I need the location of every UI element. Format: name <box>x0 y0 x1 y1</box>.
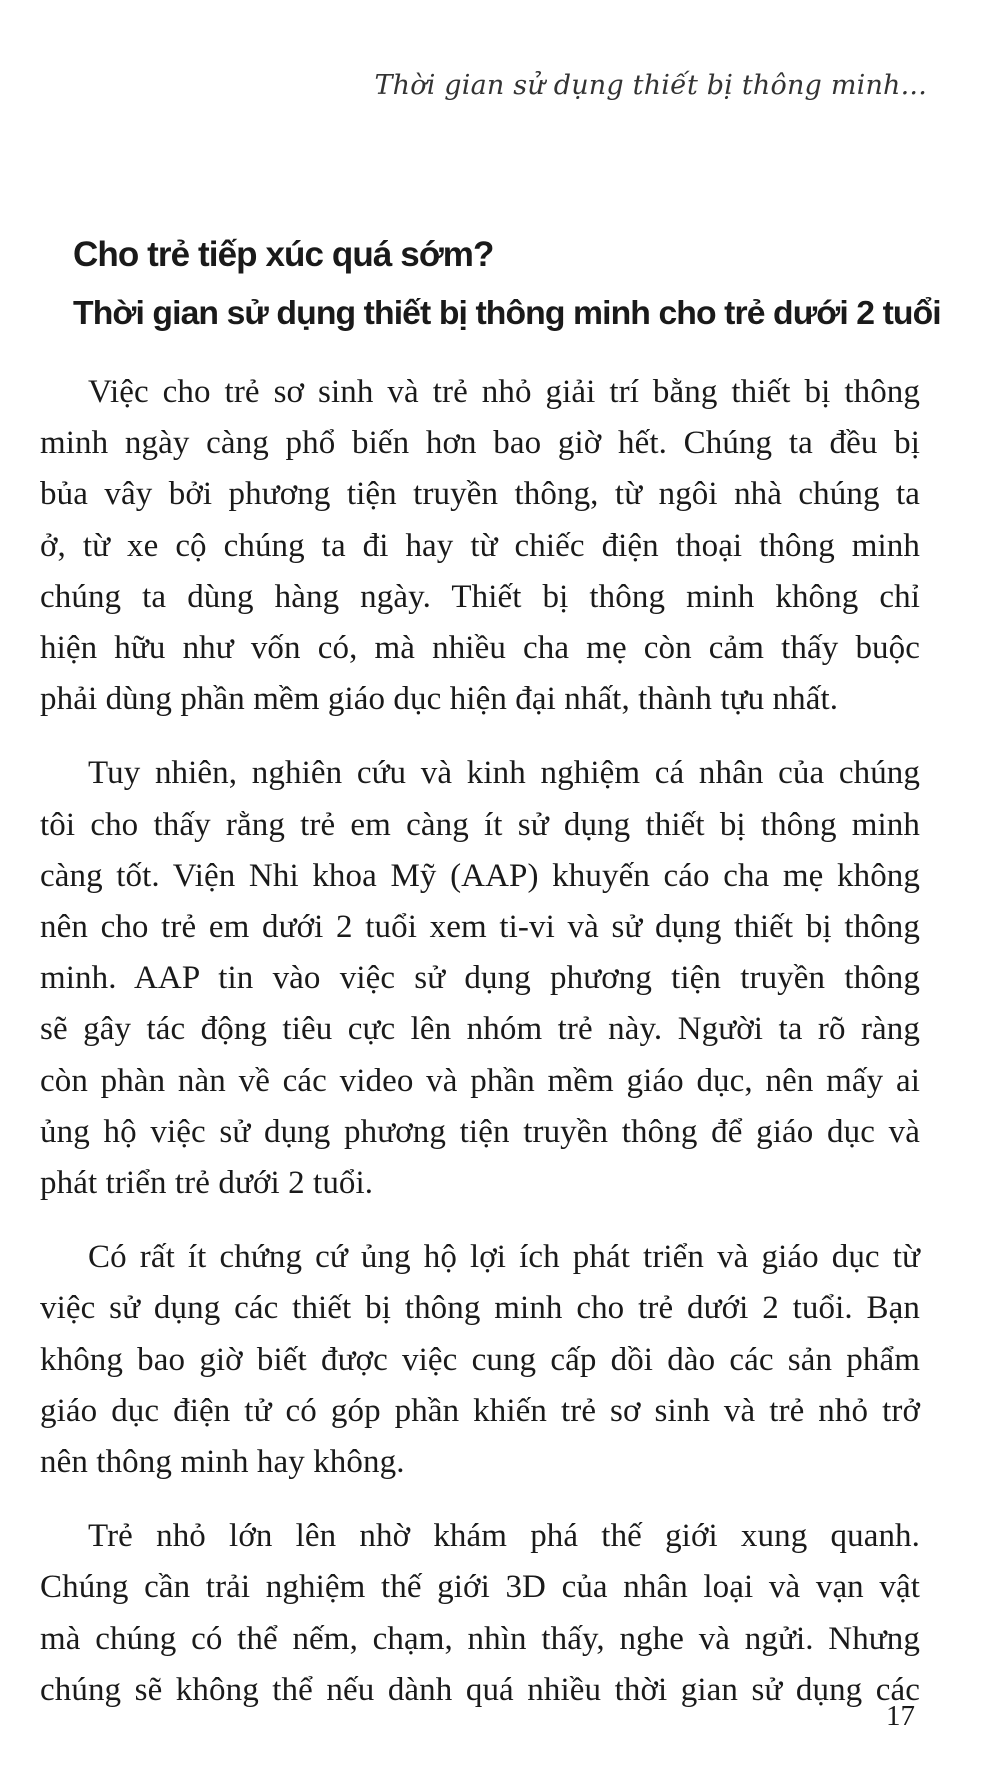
paragraph-2 <box>40 748 920 1209</box>
text-line: sẽ gây tác động tiêu cực lên nhóm trẻ này. Người ta rõ ràng <box>40 1011 920 1048</box>
heading-line-2: Thời gian sử dụng thiết bị thông minh cho trẻ dưới 2 tuổi <box>73 294 941 332</box>
heading-line-1: Cho trẻ tiếp xúc quá sớm? <box>73 235 494 274</box>
text-line: càng tốt. Viện Nhi khoa Mỹ (AAP) khuyến cáo cha mẹ không <box>40 857 920 894</box>
text-line: phát triển trẻ dưới 2 tuổi. <box>40 1165 374 1202</box>
text-line: giáo dục điện tử có góp phần khiến trẻ sơ sinh và trẻ nhỏ trở <box>40 1392 920 1429</box>
page-number: 17 <box>886 1700 915 1732</box>
text-line: Tuy nhiên, nghiên cứu và kinh nghiệm cá nhân của chúng <box>88 755 920 792</box>
text-line: minh ngày càng phổ biến hơn bao giờ hết. Chúng ta đều bị <box>40 425 920 462</box>
text-line: Có rất ít chứng cứ ủng hộ lợi ích phát triển và giáo dục từ <box>88 1239 920 1276</box>
paragraph-3 <box>40 1232 920 1488</box>
text-line: chúng ta dùng hàng ngày. Thiết bị thông minh không chỉ <box>40 578 920 615</box>
text-line: còn phàn nàn về các video và phần mềm giáo dục, nên mấy ai <box>40 1062 920 1099</box>
section-heading <box>73 226 941 342</box>
body-text <box>40 367 920 1739</box>
text-line: nên thông minh hay không. <box>40 1444 405 1481</box>
text-line: chúng sẽ không thể nếu dành quá nhiều thời gian sử dụng các <box>40 1671 920 1708</box>
text-line: tôi cho thấy rằng trẻ em càng ít sử dụng thiết bị thông minh <box>40 806 920 843</box>
running-header: Thời gian sử dụng thiết bị thông minh... <box>374 70 927 101</box>
text-line: ở, từ xe cộ chúng ta đi hay từ chiếc điện thoại thông minh <box>40 527 920 564</box>
text-line: bủa vây bởi phương tiện truyền thông, từ ngôi nhà chúng ta <box>40 476 920 513</box>
paragraph-4 <box>40 1511 920 1716</box>
text-line: việc sử dụng các thiết bị thông minh cho trẻ dưới 2 tuổi. Bạn <box>40 1290 920 1327</box>
text-line: mà chúng có thể nếm, chạm, nhìn thấy, nghe và ngửi. Nhưng <box>40 1620 920 1657</box>
text-line: không bao giờ biết được việc cung cấp dồi dào các sản phẩm <box>40 1341 920 1378</box>
text-line: hiện hữu như vốn có, mà nhiều cha mẹ còn cảm thấy buộc <box>40 630 920 667</box>
text-line: minh. AAP tin vào việc sử dụng phương tiện truyền thông <box>40 960 920 997</box>
paragraph-1 <box>40 367 920 725</box>
text-line: Việc cho trẻ sơ sinh và trẻ nhỏ giải trí bằng thiết bị thông <box>88 374 920 410</box>
text-line: phải dùng phần mềm giáo dục hiện đại nhất, thành tựu nhất. <box>40 681 839 718</box>
text-line: nên cho trẻ em dưới 2 tuổi xem ti-vi và sử dụng thiết bị thông <box>40 909 920 946</box>
text-line: Chúng cần trải nghiệm thế giới 3D của nhân loại và vạn vật <box>40 1569 920 1606</box>
text-line: Trẻ nhỏ lớn lên nhờ khám phá thế giới xung quanh. <box>88 1518 920 1555</box>
text-line: ủng hộ việc sử dụng phương tiện truyền thông để giáo dục và <box>40 1113 920 1150</box>
